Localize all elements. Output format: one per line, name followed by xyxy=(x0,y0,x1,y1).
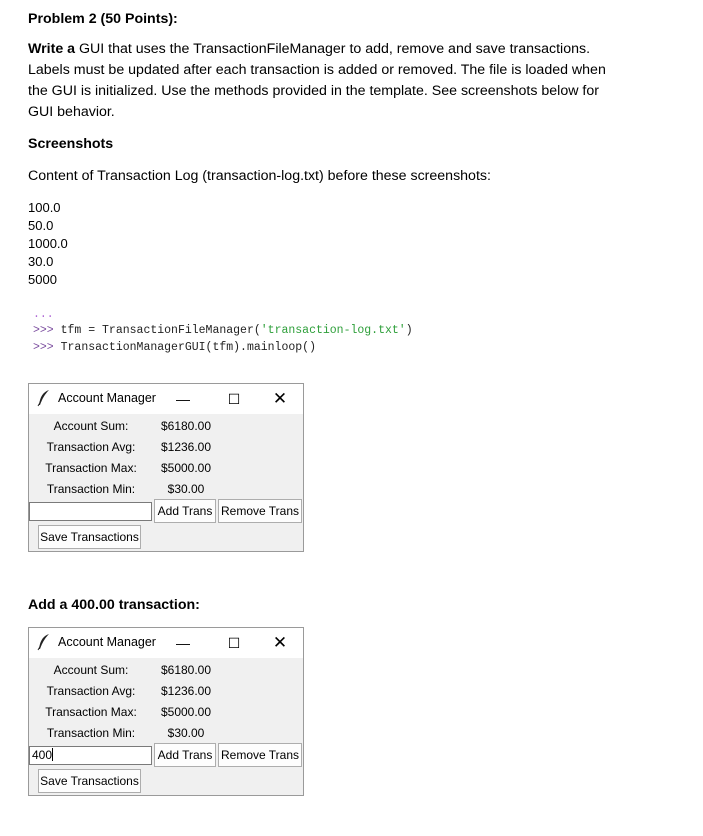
transaction-min-value: $30.00 xyxy=(167,482,205,496)
transaction-avg-label: Transaction Avg: xyxy=(46,440,136,454)
account-sum-label: Account Sum: xyxy=(53,419,129,433)
transaction-max-label: Transaction Max: xyxy=(45,705,137,719)
log-value: 30.0 xyxy=(28,254,54,269)
add-transaction-button[interactable]: Add Trans xyxy=(154,743,216,767)
transaction-max-value: $5000.00 xyxy=(160,705,212,719)
window-title: Account Manager xyxy=(58,635,156,649)
window-titlebar[interactable] xyxy=(29,384,303,414)
account-sum-label: Account Sum: xyxy=(53,663,129,677)
remove-transaction-button[interactable]: Remove Trans xyxy=(218,743,302,767)
code-line-2 xyxy=(33,339,413,356)
code-string: 'transaction-log.txt' xyxy=(260,324,406,337)
add-transaction-button[interactable]: Add Trans xyxy=(154,499,216,523)
intro-line-4: GUI behavior. xyxy=(28,104,115,120)
account-manager-window-initial xyxy=(28,383,304,552)
transaction-avg-value: $1236.00 xyxy=(160,440,212,454)
code-prompt: >>> xyxy=(33,341,54,354)
minimize-button[interactable]: — xyxy=(176,391,190,407)
intro-bold: Write a xyxy=(28,41,76,57)
log-intro: Content of Transaction Log (transaction-log.txt) before these screenshots: xyxy=(28,168,491,184)
transaction-min-value: $30.00 xyxy=(167,726,205,740)
code-line-1-pre: tfm = TransactionFileManager( xyxy=(60,324,261,337)
code-line-1-post: ) xyxy=(405,324,413,337)
account-sum-value: $6180.00 xyxy=(160,663,212,677)
window-titlebar[interactable] xyxy=(29,628,303,658)
code-line-2-text: TransactionManagerGUI(tfm).mainloop() xyxy=(60,341,316,354)
maximize-button[interactable]: ☐ xyxy=(227,391,241,407)
code-line-1 xyxy=(33,322,413,339)
log-value: 1000.0 xyxy=(28,236,68,251)
remove-transaction-button[interactable]: Remove Trans xyxy=(218,499,302,523)
close-button[interactable]: ✕ xyxy=(272,633,288,652)
intro-line-2: Labels must be updated after each transaction is added or removed. The file is loaded when xyxy=(28,62,606,78)
intro-line-1-text: GUI that uses the TransactionFileManager to add, remove and save transactions. xyxy=(75,41,591,57)
account-manager-window-add xyxy=(28,627,304,796)
account-sum-value: $6180.00 xyxy=(160,419,212,433)
add-transaction-heading: Add a 400.00 transaction: xyxy=(28,597,200,613)
transaction-max-value: $5000.00 xyxy=(160,461,212,475)
text-caret xyxy=(52,748,53,761)
feather-icon xyxy=(37,633,51,651)
log-value: 5000 xyxy=(28,272,57,287)
log-value: 50.0 xyxy=(28,218,54,233)
transaction-min-label: Transaction Min: xyxy=(46,482,136,496)
minimize-button[interactable]: — xyxy=(176,635,190,651)
maximize-button[interactable]: ☐ xyxy=(227,635,241,651)
transaction-min-label: Transaction Min: xyxy=(46,726,136,740)
transaction-max-label: Transaction Max: xyxy=(45,461,137,475)
transaction-avg-label: Transaction Avg: xyxy=(46,684,136,698)
intro-paragraph xyxy=(28,39,688,123)
window-title: Account Manager xyxy=(58,391,156,405)
transaction-avg-value: $1236.00 xyxy=(160,684,212,698)
save-transactions-button[interactable]: Save Transactions xyxy=(38,525,141,549)
screenshots-heading: Screenshots xyxy=(28,136,114,152)
log-values xyxy=(28,199,68,289)
intro-line-1 xyxy=(28,39,688,60)
transaction-amount-input[interactable] xyxy=(29,746,152,765)
save-transactions-button[interactable]: Save Transactions xyxy=(38,769,141,793)
problem-heading: Problem 2 (50 Points): xyxy=(28,11,178,27)
log-value: 100.0 xyxy=(28,200,61,215)
transaction-amount-input[interactable] xyxy=(29,502,152,521)
code-snippet xyxy=(33,308,413,356)
code-prompt: >>> xyxy=(33,324,54,337)
close-button[interactable]: ✕ xyxy=(272,389,288,408)
feather-icon xyxy=(37,389,51,407)
code-ellipsis: ... xyxy=(33,308,54,321)
intro-line-3: the GUI is initialized. Use the methods provided in the template. See screenshots below for xyxy=(28,83,599,99)
entry-text: 400 xyxy=(32,748,53,762)
